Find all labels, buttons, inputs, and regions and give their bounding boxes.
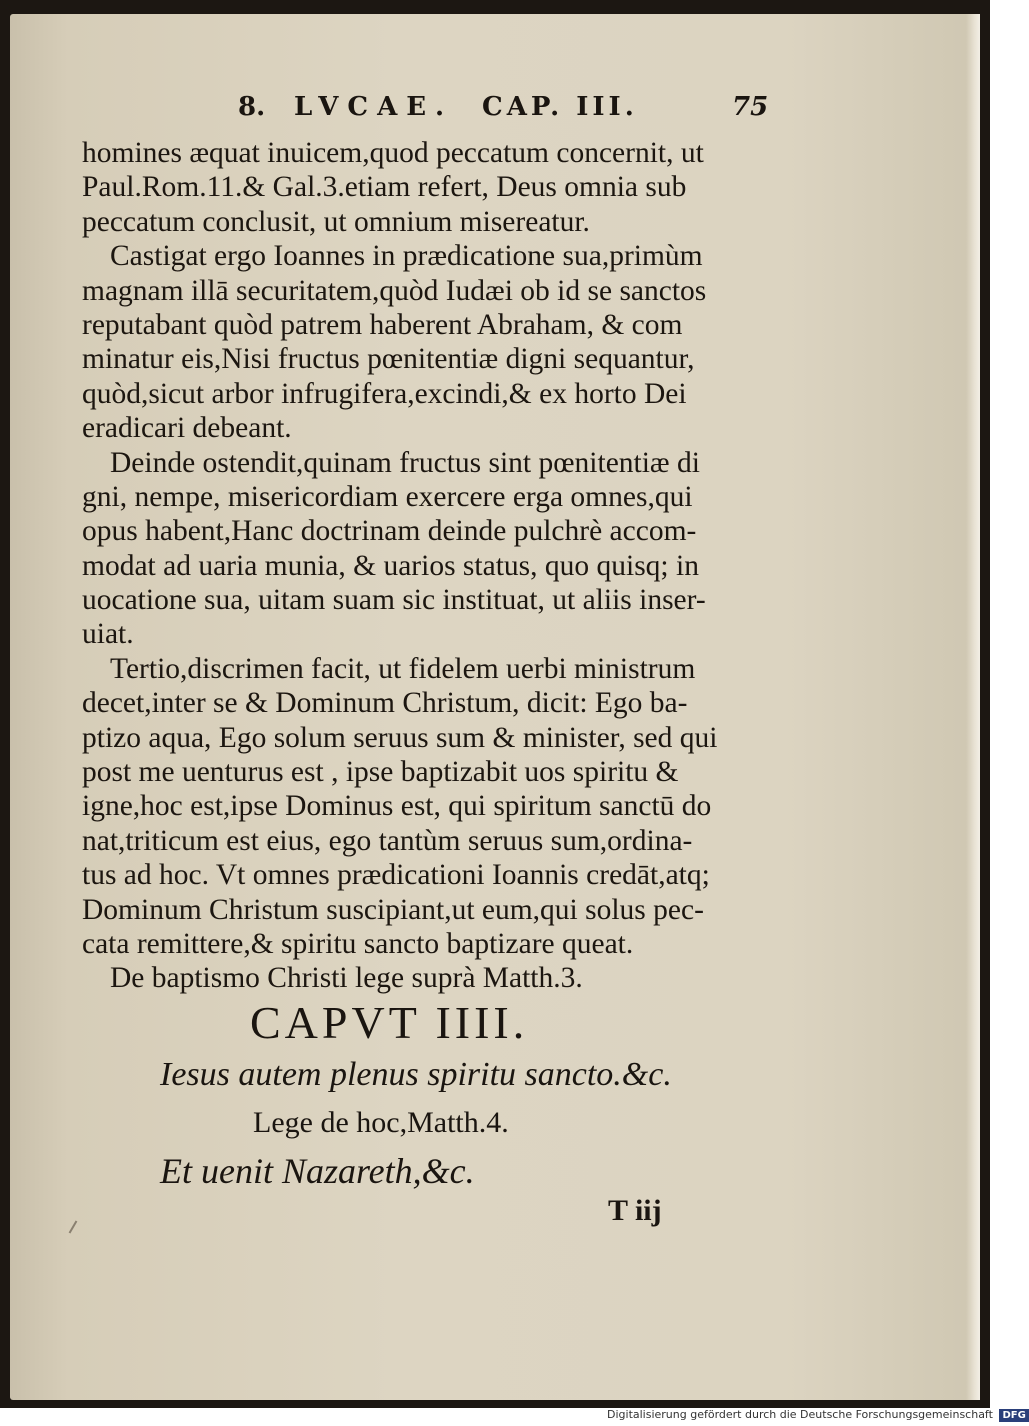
text-line: Tertio,discrimen facit, ut fidelem uerbi ministrum xyxy=(110,652,696,685)
header-book-title: LVCAE. xyxy=(294,92,454,122)
text-line: Dominum Christum suscipiant,ut eum,qui solus pec- xyxy=(82,893,704,926)
text-line: ptizo aqua, Ego solum seruus sum & minister, sed qui xyxy=(82,721,718,754)
text-line: uocatione sua, uitam suam sic instituat, ut aliis inser- xyxy=(82,584,706,617)
text-line: magnam illā securitatem,quòd Iudæi ob id se sanctos xyxy=(82,274,707,307)
running-header xyxy=(230,92,775,132)
page-edge xyxy=(966,14,980,1400)
text-line: cata remittere,& spiritu sancto baptizare queat. xyxy=(82,927,634,960)
text-line: post me uenturus est , ipse baptizabit uos spiritu & xyxy=(82,756,679,789)
footer-text: Digitalisierung gefördert durch die Deutsche Forschungsgemeinschaft xyxy=(607,1408,993,1421)
text-line: eradicari debeant. xyxy=(82,412,292,445)
text-line: Castigat ergo Ioannes in prædicatione sua,primùm xyxy=(110,240,703,273)
text-line: igne,hoc est,ipse Dominus est, qui spiritum sanctū do xyxy=(82,790,712,823)
text-line: Paul.Rom.11.& Gal.3.etiam refert, Deus omnia sub xyxy=(82,171,687,204)
text-line: De baptismo Christi lege suprà Matth.3. xyxy=(110,962,583,995)
header-chapter: CAP. III. xyxy=(482,92,638,122)
chapter-title: CAPVT IIII. xyxy=(250,997,529,1048)
text-line: homines æquat inuicem,quod peccatum concernit, ut xyxy=(82,137,704,169)
second-incipit: Et uenit Nazareth,&c. xyxy=(160,1151,475,1191)
text-line: opus habent,Hanc doctrinam deinde pulchrè accom- xyxy=(82,515,697,548)
chapter-incipit: Iesus autem plenus spiritu sancto.&c. xyxy=(160,1056,672,1093)
text-line: modat ad uaria munia, & uarios status, quo quisq; in xyxy=(82,549,699,582)
text-line: reputabant quòd patrem haberent Abraham, & com xyxy=(82,308,683,341)
page-number: 75 xyxy=(732,92,769,122)
book-page xyxy=(10,14,978,1400)
digitization-footer xyxy=(607,1408,1029,1424)
margin-pencil-mark xyxy=(69,1220,78,1233)
header-signature: 8. xyxy=(238,92,266,122)
text-line: peccatum conclusit, ut omnium misereatur. xyxy=(82,205,590,238)
text-line: Deinde ostendit,quinam fructus sint pœnitentiæ di xyxy=(110,446,700,479)
text-line: decet,inter se & Dominum Christum, dicit: Ego ba- xyxy=(82,687,688,720)
text-line: quòd,sicut arbor infrugifera,excindi,& ex horto Dei xyxy=(82,377,687,410)
text-line: gni, nempe, misericordiam exercere erga omnes,qui xyxy=(82,480,693,513)
text-line: nat,triticum est eius, ego tantùm seruus sum,ordina- xyxy=(82,824,693,857)
body-text xyxy=(82,136,782,996)
text-line: tus ad hoc. Vt omnes prædicationi Ioannis credāt,atq; xyxy=(82,859,710,892)
cross-reference: Lege de hoc,Matth.4. xyxy=(253,1106,509,1139)
text-line: minatur eis,Nisi fructus pœnitentiæ digni sequantur, xyxy=(82,343,695,376)
signature-mark: T iij xyxy=(608,1194,662,1227)
dfg-logo: DFG xyxy=(999,1409,1028,1422)
text-line: uiat. xyxy=(82,618,134,651)
